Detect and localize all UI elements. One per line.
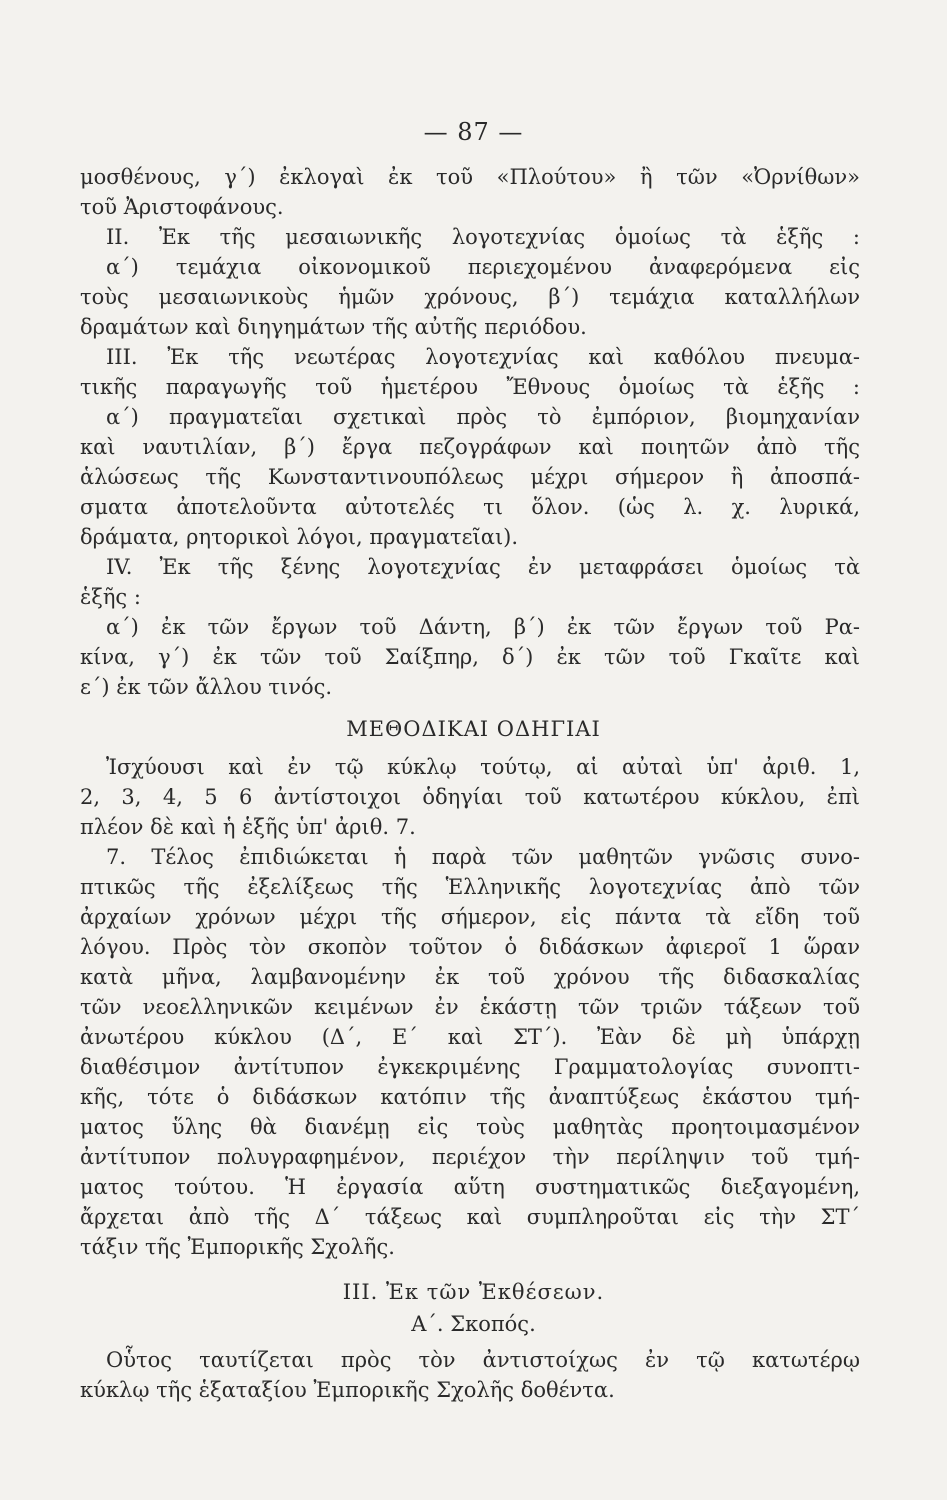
text-line: δράματα, ρητορικοὶ λόγοι, πραγματεῖαι). bbox=[80, 525, 519, 549]
text-line: ε´) ἐκ τῶν ἄλλου τινός. bbox=[80, 675, 333, 699]
purpose-paragraph bbox=[80, 1345, 860, 1405]
text-line: κῆς, τότε ὁ διδάσκων κατόπιν τῆς ἀναπτύξεως ἑκάστου τμή- bbox=[80, 1085, 860, 1109]
text-line: α´) ἐκ τῶν ἔργων τοῦ Δάντη, β´) ἐκ τῶν ἔργων τοῦ Ρα- bbox=[106, 615, 860, 639]
text-line: πτικῶς τῆς ἐξελίξεως τῆς Ἑλληνικῆς λογοτεχνίας ἀπὸ τῶν bbox=[80, 875, 860, 899]
text-line: τάξιν τῆς Ἐμπορικῆς Σχολῆς. bbox=[80, 1235, 395, 1259]
text-line: α´) πραγματεῖαι σχετικαὶ πρὸς τὸ ἐμπόριον, βιομηχανίαν bbox=[106, 405, 860, 429]
text-line: 2, 3, 4, 5 6 ἀντίστοιχοι ὁδηγίαι τοῦ κατωτέρου κύκλου, ἐπὶ bbox=[80, 785, 860, 809]
text-line: ἀντίτυπον πολυγραφημένον, περιέχον τὴν περίληψιν τοῦ τμή- bbox=[80, 1145, 860, 1169]
text-line: ἄρχεται ἀπὸ τῆς Δ´ τάξεως καὶ συμπληροῦται εἰς τὴν ΣΤ´ bbox=[80, 1205, 860, 1229]
text-line: τοὺς μεσαιωνικοὺς ἡμῶν χρόνους, β´) τεμάχια καταλλήλων bbox=[80, 285, 860, 309]
text-line: ἁλώσεως τῆς Κωνσταντινουπόλεως μέχρι σήμερον ἢ ἀποσπά- bbox=[80, 465, 860, 489]
text-line: καὶ ναυτιλίαν, β´) ἔργα πεζογράφων καὶ ποιητῶν ἀπὸ τῆς bbox=[80, 435, 860, 459]
text-line: ματος τούτου. Ἡ ἐργασία αὕτη συστηματικῶς διεξαγομένη, bbox=[80, 1175, 860, 1199]
text-line: ἀνωτέρου κύκλου (Δ´, Ε´ καὶ ΣΤ´). Ἐὰν δὲ μὴ ὑπάρχῃ bbox=[80, 1025, 860, 1049]
text-line: ματος ὕλης θὰ διανέμῃ εἰς τοὺς μαθητὰς προητοιμασμένον bbox=[80, 1115, 860, 1139]
methodical-guidelines bbox=[80, 752, 860, 1262]
text-line: κατὰ μῆνα, λαμβανομένην ἐκ τοῦ χρόνου τῆς διδασκαλίας bbox=[80, 965, 860, 989]
text-line: IV. Ἐκ τῆς ξένης λογοτεχνίας ἐν μεταφράσει ὁμοίως τὰ bbox=[106, 555, 860, 579]
text-line: διαθέσιμον ἀντίτυπον ἐγκεκριμένης Γραμματολογίας συνοπτι- bbox=[80, 1055, 860, 1079]
text-line: λόγου. Πρὸς τὸν σκοπὸν τοῦτον ὁ διδάσκων ἀφιεροῖ 1 ὥραν bbox=[80, 935, 860, 959]
methodical-heading: ΜΕΘΟΔΙΚΑΙ ΟΔΗΓΙΑΙ bbox=[346, 717, 601, 741]
text-line: σματα ἀποτελοῦντα αὐτοτελές τι ὅλον. (ὡς λ. χ. λυρικά, bbox=[80, 495, 860, 519]
text-line: τικῆς παραγωγῆς τοῦ ἡμετέρου Ἔθνους ὁμοίως τὰ ἑξῆς : bbox=[80, 375, 860, 399]
sub-heading: Α´. Σκοπός. bbox=[411, 1312, 536, 1336]
text-line: ἑξῆς : bbox=[80, 585, 141, 609]
text-line: III. Ἐκ τῆς νεωτέρας λογοτεχνίας καὶ καθόλου πνευμα- bbox=[106, 345, 860, 369]
text-line: τοῦ Ἀριστοφάνους. bbox=[80, 195, 284, 219]
text-line: II. Ἐκ τῆς μεσαιωνικῆς λογοτεχνίας ὁμοίως τὰ ἑξῆς : bbox=[106, 225, 860, 249]
text-line: δραμάτων καὶ διηγημάτων τῆς αὐτῆς περιόδου. bbox=[80, 315, 587, 339]
page-number: — 87 — bbox=[423, 118, 524, 146]
literature-list bbox=[80, 162, 860, 702]
text-line: ἀρχαίων χρόνων μέχρι τῆς σήμερον, εἰς πάντα τὰ εἴδη τοῦ bbox=[80, 905, 860, 929]
text-line: κύκλῳ τῆς ἑξαταξίου Ἐμπορικῆς Σχολῆς δοθέντα. bbox=[80, 1378, 615, 1402]
text-line: μοσθένους, γ´) ἐκλογαὶ ἐκ τοῦ «Πλούτου» ἢ τῶν «Ὀρνίθων» bbox=[80, 165, 860, 189]
text-line: 7. Τέλος ἐπιδιώκεται ἡ παρὰ τῶν μαθητῶν γνῶσις συνο- bbox=[106, 845, 860, 869]
text-line: κίνα, γ´) ἐκ τῶν τοῦ Σαίξπηρ, δ´) ἐκ τῶν τοῦ Γκαῖτε καὶ bbox=[80, 645, 860, 669]
section-heading: III. Ἐκ τῶν Ἐκθέσεων. bbox=[342, 1280, 605, 1304]
text-line: τῶν νεοελληνικῶν κειμένων ἐν ἑκάστῃ τῶν τριῶν τάξεων τοῦ bbox=[80, 995, 860, 1019]
text-line: Οὗτος ταυτίζεται πρὸς τὸν ἀντιστοίχως ἐν τῷ κατωτέρῳ bbox=[106, 1348, 860, 1372]
text-line: α´) τεμάχια οἰκονομικοῦ περιεχομένου ἀναφερόμενα εἰς bbox=[106, 255, 860, 279]
text-line: πλέον δὲ καὶ ἡ ἑξῆς ὑπ' ἀριθ. 7. bbox=[80, 815, 416, 839]
text-line: Ἰσχύουσι καὶ ἐν τῷ κύκλῳ τούτῳ, αἱ αὐταὶ ὑπ' ἀριθ. 1, bbox=[106, 755, 860, 779]
